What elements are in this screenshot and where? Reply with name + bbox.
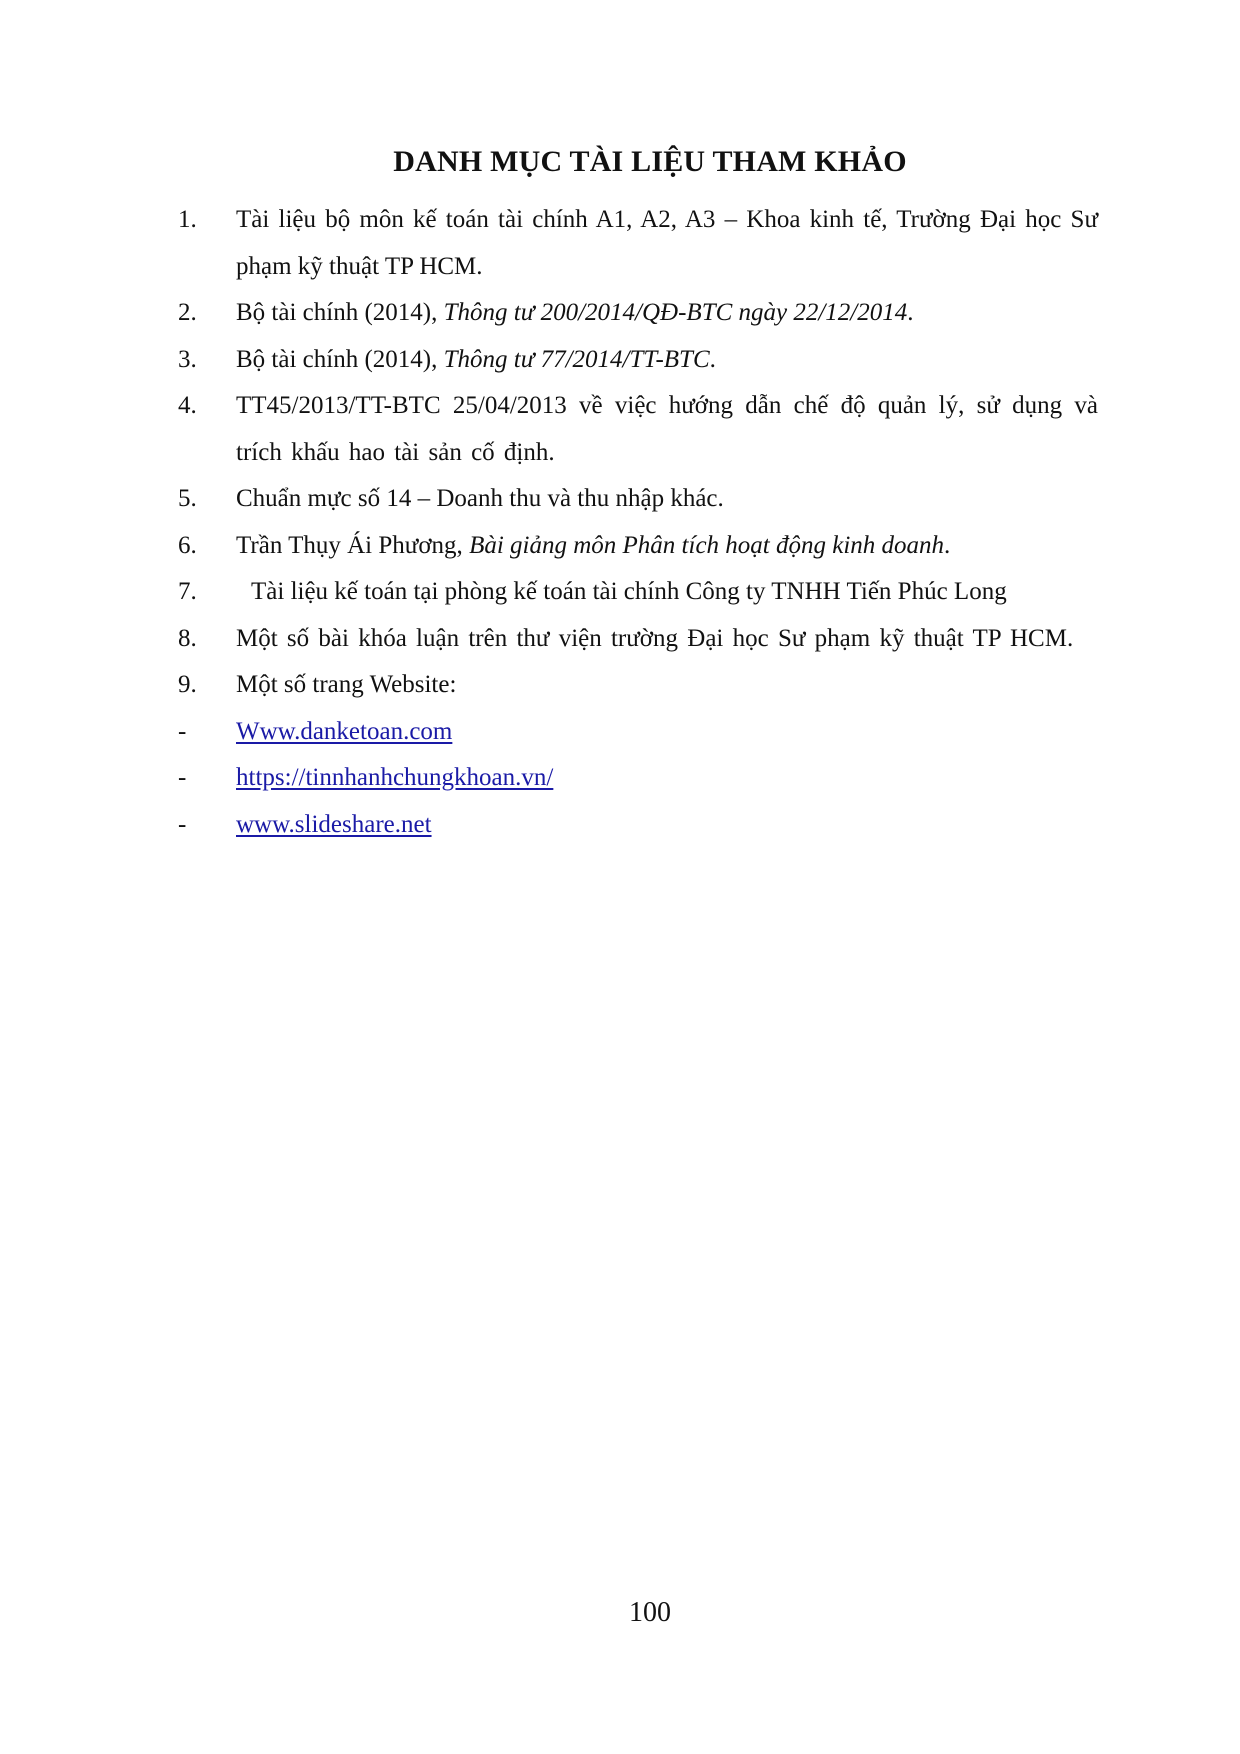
reference-author: Bộ tài chính (2014),	[236, 345, 444, 373]
bullet-dash: -	[178, 717, 187, 745]
reference-item-5	[178, 476, 1098, 523]
reference-item-1	[178, 197, 1098, 290]
reference-item-4	[178, 383, 1098, 476]
reference-number: 8.	[178, 624, 197, 652]
reference-text: Tài liệu kế toán tại phòng kế toán tài chính Công ty TNHH Tiến Phúc Long	[251, 578, 1007, 605]
reference-number: 5.	[178, 485, 197, 512]
reference-item-9	[178, 662, 1098, 709]
website-link[interactable]: https://tinnhanhchungkhoan.vn/	[236, 764, 554, 791]
reference-text: Tài liệu bộ môn kế toán tài chính A1, A2, A3 – Khoa kinh tế, Trường Đại học Sư phạm kỹ thuật TP HCM.	[236, 206, 1098, 280]
website-item-3	[178, 802, 1098, 849]
website-link[interactable]: www.slideshare.net	[236, 810, 432, 838]
page-title: DANH MỤC TÀI LIỆU THAM KHẢO	[393, 145, 907, 178]
bullet-dash: -	[178, 764, 187, 791]
reference-text: Một số trang Website:	[236, 671, 457, 698]
reference-text	[236, 523, 1098, 570]
reference-text	[236, 337, 1098, 384]
reference-number: 9.	[178, 671, 197, 698]
reference-number: 7.	[178, 578, 197, 605]
website-link[interactable]: Www.danketoan.com	[236, 717, 453, 745]
reference-suffix: .	[944, 531, 951, 559]
website-item-1	[178, 709, 1098, 756]
reference-text	[236, 290, 1098, 337]
reference-number: 2.	[178, 299, 197, 326]
reference-item-6	[178, 523, 1098, 570]
reference-item-3	[178, 337, 1098, 384]
website-item-2	[178, 755, 1098, 802]
reference-list	[178, 197, 1098, 848]
reference-number: 6.	[178, 531, 197, 559]
page-number: 100	[629, 1597, 671, 1628]
reference-text: TT45/2013/TT-BTC 25/04/2013 về việc hướng dẫn chế độ quản lý, sử dụng và trích khấu hao tài sản cố định.	[236, 392, 1098, 466]
bullet-dash: -	[178, 810, 187, 838]
reference-author: Trần Thụy Ái Phương,	[236, 531, 470, 559]
reference-suffix: .	[907, 299, 914, 326]
reference-author: Bộ tài chính (2014),	[236, 299, 444, 326]
reference-item-7	[178, 569, 1098, 616]
reference-item-8	[178, 616, 1098, 663]
reference-text: Chuẩn mực số 14 – Doanh thu và thu nhập khác.	[236, 485, 724, 512]
reference-title: Thông tư 200/2014/QĐ-BTC ngày 22/12/2014	[443, 299, 908, 326]
reference-suffix: .	[709, 345, 716, 373]
reference-text: Một số bài khóa luận trên thư viện trường Đại học Sư phạm kỹ thuật TP HCM.	[236, 624, 1074, 652]
reference-title: Bài giảng môn Phân tích hoạt động kinh doanh	[469, 531, 945, 559]
reference-number: 1.	[178, 206, 197, 233]
reference-number: 3.	[178, 345, 197, 373]
reference-item-2	[178, 290, 1098, 337]
reference-title: Thông tư 77/2014/TT-BTC	[443, 345, 710, 373]
reference-number: 4.	[178, 392, 197, 419]
